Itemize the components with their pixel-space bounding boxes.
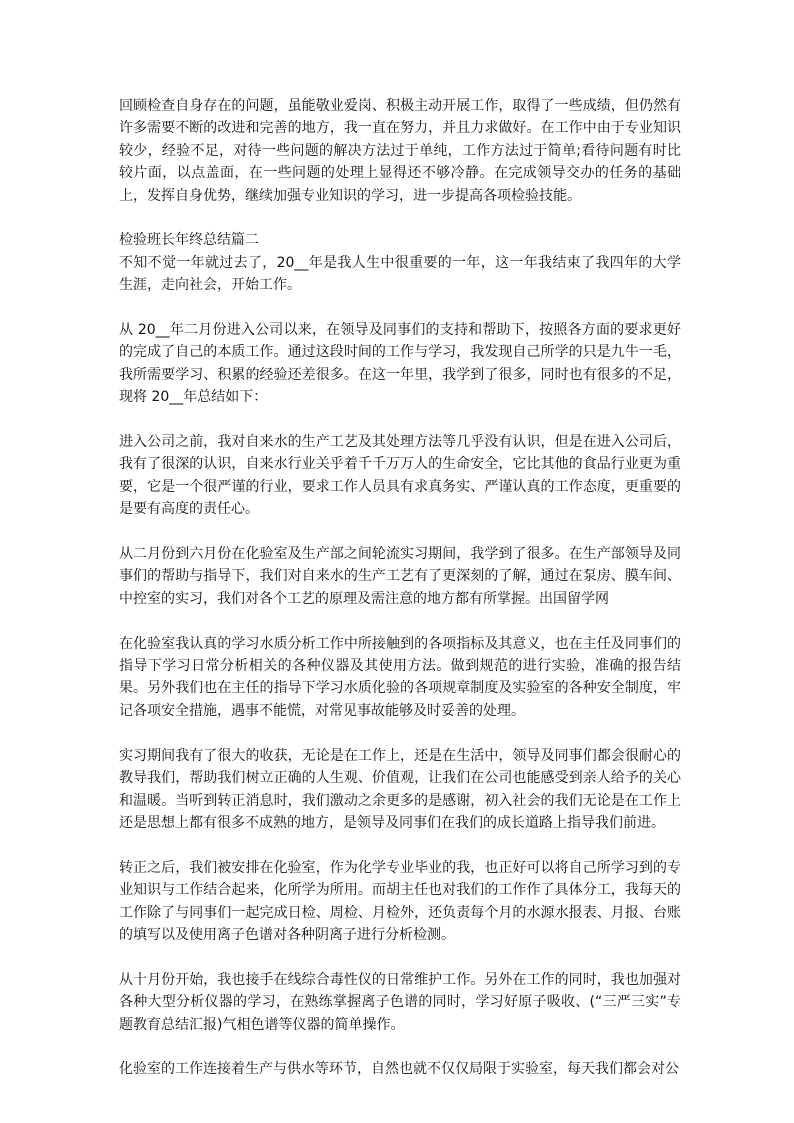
paragraph-2: 从 20__年二月份进入公司以来，在领导及同事们的支持和帮助下，按照各方面的要求更好的完成了自己的本质工作。通过这段时间的工作与学习，我发现自己所学的只是九牛一毛，我所需要学习、积累的经验还差很多。在这一年里，我学到了很多，同时也有很多的不足，现将 20__年总结如下： bbox=[119, 322, 681, 406]
section-title: 检验班长年终总结篇二 bbox=[119, 232, 259, 249]
paragraph-intro: 回顾检查自身存在的问题，虽能敬业爱岗、积极主动开展工作，取得了一些成绩，但仍然有许多需要不断的改进和完善的地方，我一直在努力，并且力求做好。在工作中由于专业知识较少，经验不足，对待一些问题的解决方法过于单纯，工作方法过于简单;看待问题有时比较片面，以点盖面，在一些问题的处理上显得还不够冷静。在完成领导交办的任务的基础上，发挥自身优势，继续加强专业知识的学习，进一步提高各项检验技能。 bbox=[119, 98, 681, 204]
paragraph-3: 进入公司之前，我对自来水的生产工艺及其处理方法等几乎没有认识，但是在进入公司后，我有了很深的认识，自来水行业关乎着千千万万人的生命安全，它比其他的食品行业更为重要，它是一个很严谨的行业，要求工作人员具有求真务实、严谨认真的工作态度，更重要的是要有高度的责任心。 bbox=[119, 434, 681, 518]
paragraph-6: 实习期间我有了很大的收获，无论是在工作上，还是在生活中，领导及同事们都会很耐心的教导我们，帮助我们树立正确的人生观、价值观，让我们在公司也能感受到亲人给予的关心和温暖。当听到转正消息时，我们激动之余更多的是感谢，初入社会的我们无论是在工作上还是思想上都有很多不成熟的地方，是领导及同事们在我们的成长道路上指导我们前进。 bbox=[119, 747, 681, 831]
paragraph-8: 从十月份开始，我也接手在线综合毒性仪的日常维护工作。另外在工作的同时，我也加强对各种大型分析仪器的学习，在熟练掌握离子色谱的同时，学习好原子吸收、(“三严三实”专题教育总结汇报)气相色谱等仪器的简单操作。 bbox=[119, 971, 681, 1033]
paragraph-4: 从二月份到六月份在化验室及生产部之间轮流实习期间，我学到了很多。在生产部领导及同事们的帮助与指导下，我们对自来水的生产工艺有了更深刻的了解，通过在泵房、膜车间、中控室的实习，我们对各个工艺的原理及需注意的地方都有所掌握。出国留学网 bbox=[119, 546, 681, 607]
paragraph-1: 不知不觉一年就过去了，20__年是我人生中很重要的一年，这一年我结束了我四年的大学生涯，走向社会，开始工作。 bbox=[119, 254, 681, 294]
paragraph-9: 化验室的工作连接着生产与供水等环节，自然也就不仅仅局限于实验室，每天我们都会对公 bbox=[119, 1061, 679, 1078]
paragraph-5: 在化验室我认真的学习水质分析工作中所接触到的各项指标及其意义，也在主任及同事们的指导下学习日常分析相关的各种仪器及其使用方法。做到规范的进行实验，准确的报告结果。另外我们也在主任的指导下学习水质化验的各项规章制度及实验室的各种安全制度，牢记各项安全措施，遇事不能慌，对常见事故能够及时妥善的处理。 bbox=[119, 635, 681, 719]
document-page bbox=[119, 95, 681, 1081]
paragraph-7: 转正之后，我们被安排在化验室，作为化学专业毕业的我，也正好可以将自己所学习到的专业知识与工作结合起来，化所学为所用。而胡主任也对我们的工作作了具体分工，我每天的工作除了与同事们一起完成日检、周检、月检外，还负责每个月的水源水报表、月报、台账的填写以及使用离子色谱对各种阴离子进行分析检测。 bbox=[119, 859, 681, 943]
